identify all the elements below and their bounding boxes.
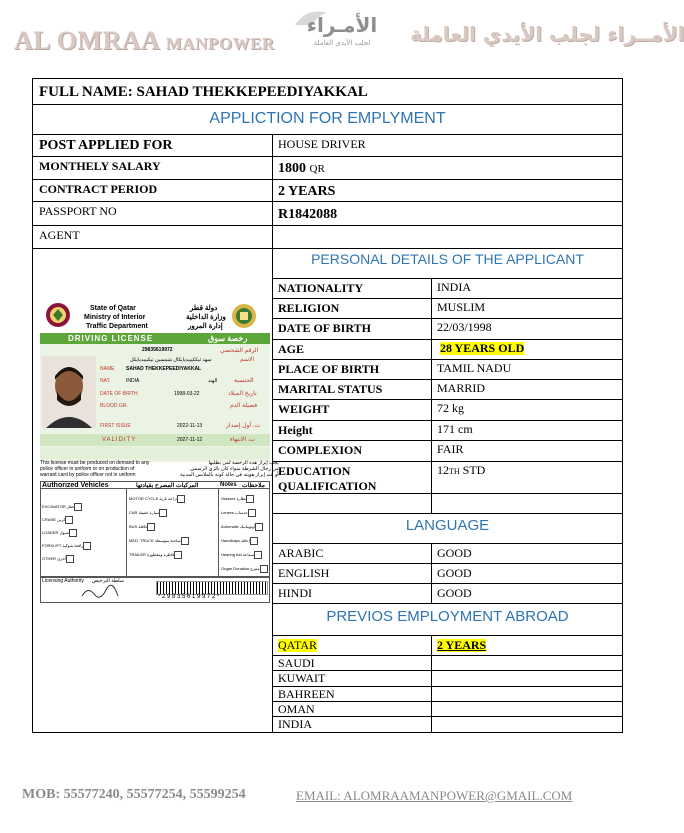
vehicle-mid-item: [129, 548, 193, 562]
license-ministry-ar: وزارة الداخلية: [186, 314, 226, 321]
notice-ar-line-2: من رجال الشرطة سواء كان بالزي الرسمي: [190, 466, 279, 472]
license-state-en: State of Qatar: [90, 305, 136, 312]
checkbox-icon: [74, 503, 82, 511]
license-note-item-label: Hearing Aid سماعة: [221, 552, 255, 557]
company-name-sub: MANPOWER: [165, 34, 275, 53]
license-validity-ar-label: ت. الانتهاء: [230, 437, 255, 443]
license-vehicles-left: [42, 500, 95, 565]
language-title: LANGUAGE: [405, 517, 490, 534]
license-note-item: [221, 562, 272, 576]
license-notice-ar: [180, 460, 279, 478]
personal-label: COMPLEXION: [278, 443, 362, 457]
checkbox-icon: [174, 551, 182, 559]
personal-value: 22/03/1998: [437, 320, 492, 334]
personal-value: 28 YEARS OLD: [440, 341, 525, 355]
table-cell: [431, 701, 623, 717]
salary-value: 1800: [278, 161, 306, 176]
license-first-issue-label: FIRST ISSUE: [100, 423, 131, 429]
license-validity-label: VALIDITY: [102, 437, 137, 443]
checkbox-icon: [246, 495, 254, 503]
license-notes-en: Notes: [220, 482, 237, 488]
vehicle-mid-item: [129, 520, 193, 534]
application-title: APPLICTION FOR EMPLYMENT: [209, 110, 446, 127]
checkbox-icon: [181, 537, 189, 545]
checkbox-icon: [147, 523, 155, 531]
vehicle-left-item: [42, 539, 95, 552]
employment-label: INDIA: [278, 717, 312, 731]
personal-label: PLACE OF BIRTH: [278, 362, 380, 376]
company-logo: [287, 3, 397, 49]
footer-mobile: MOB: 55577240, 55577254, 55599254: [22, 787, 246, 802]
personal-value: INDIA: [437, 280, 471, 294]
checkbox-icon: [65, 516, 73, 524]
personal-label: RELIGION: [278, 301, 340, 315]
personal-value: TAMIL NADU: [437, 361, 512, 375]
company-name-main: AL OMRAA: [14, 26, 159, 55]
agent-label: AGENT: [39, 228, 80, 242]
vehicle-left-item-label: LOADER شيول: [42, 530, 70, 535]
license-title-ar: رخصة سوق: [208, 334, 248, 343]
personal-value: FAIR: [437, 442, 464, 456]
license-note-item: [221, 534, 272, 548]
employment-label: QATAR: [278, 638, 318, 652]
post-label: POST APPLIED FOR: [39, 138, 173, 153]
license-note-item-label: Glasses نظارة: [221, 496, 247, 501]
notice-en-line-2: police officer in uniform or on production of: [40, 466, 135, 472]
personal-title: PERSONAL DETAILS OF THE APPLICANT: [311, 251, 584, 267]
full-name-label: FULL NAME:: [39, 84, 133, 100]
license-auth-vehicles-en: Authorized Vehicles: [42, 482, 109, 489]
license-note-item: [221, 506, 272, 520]
checkbox-icon: [248, 509, 256, 517]
personal-label: AGE: [278, 342, 305, 356]
license-dept-en: Traffic Department: [86, 323, 148, 330]
language-label: HINDI: [278, 586, 312, 600]
license-name-value: SAHAD THEKKEPEEDIYAKKAL: [126, 366, 202, 372]
license-first-issue-ar-label: ت. أول إصدار: [226, 423, 261, 429]
vehicle-mid-item-label: TRAILER قاطرة ومقطورة: [129, 552, 175, 557]
checkbox-icon: [83, 542, 91, 550]
vehicle-mid-item-label: BUS حافلة: [129, 524, 148, 529]
language-value: GOOD: [437, 546, 472, 560]
license-watermark-band: [40, 447, 270, 459]
checkbox-icon: [254, 551, 262, 559]
license-note-item-label: Handicaps إعاقة: [221, 538, 250, 543]
full-name-value: SAHAD THEKKEPEEDIYAKKAL: [136, 84, 368, 100]
license-vehicles-mid: [129, 492, 193, 562]
employment-value: 2 YEARS: [437, 638, 487, 652]
license-name-label: NAME: [100, 366, 115, 372]
checkbox-icon: [260, 565, 268, 573]
license-barcode-number: * 2 9 8 3 5 6 1 9 9 7 2 *: [158, 594, 220, 600]
license-dept-ar: إدارة المرور: [188, 323, 223, 330]
license-authority-en: Licensing Authority: [42, 578, 84, 584]
license-number: 29835619972: [142, 347, 173, 353]
qatar-emblem-icon: [44, 300, 72, 330]
checkbox-icon: [66, 555, 74, 563]
logo-sub-text: لجلب الأيدي العاملة: [313, 39, 371, 47]
personal-value: 72 kg: [437, 401, 464, 415]
personal-label: DATE OF BIRTH: [278, 321, 371, 335]
license-state-ar: دولة قطر: [190, 305, 218, 312]
license-dob-value: 1998-03-22: [174, 391, 200, 397]
license-note-item: [221, 520, 272, 534]
license-ministry-en: Ministry of Interior: [84, 314, 146, 321]
license-notes-list: [221, 492, 272, 576]
notice-en-line-3: warrant card by police officer not in uniform: [40, 472, 136, 478]
vehicle-mid-item-label: CAR سيارة خفيفة: [129, 510, 160, 515]
license-blood-label: BLOOD GR.: [100, 403, 128, 409]
traffic-emblem-icon: [230, 302, 258, 330]
license-title-en: DRIVING LICENSE: [68, 334, 154, 343]
employment-label: KUWAIT: [278, 671, 326, 685]
education-label-1: EDUCATION: [278, 464, 351, 478]
vehicle-left-item-label: OTHER أخرى: [42, 556, 67, 561]
personal-value: MARRID: [437, 381, 486, 395]
education-value: [437, 464, 485, 478]
vehicle-left-item: [42, 500, 95, 513]
language-value: GOOD: [437, 586, 472, 600]
table-cell: [431, 655, 623, 671]
salary-label: MONTHELY SALARY: [39, 159, 161, 173]
language-value: GOOD: [437, 566, 472, 580]
employment-label: BAHREEN: [278, 687, 335, 701]
contract-label: CONTRACT PERIOD: [39, 182, 158, 196]
personal-label: WEIGHT: [278, 402, 330, 416]
checkbox-icon: [69, 529, 77, 537]
education-value-suffix: TH: [449, 467, 460, 476]
license-barcode: [156, 581, 268, 595]
footer-email-link[interactable]: EMAIL: ALOMRAAMANPOWER@GMAIL.COM: [296, 788, 573, 803]
license-nat-label: NAT.: [100, 378, 111, 384]
personal-label: NATIONALITY: [278, 281, 364, 295]
vehicle-mid-item: [129, 492, 193, 506]
vehicle-left-item: [42, 552, 95, 565]
authority-signature-icon: [80, 584, 120, 600]
personal-label: Height: [278, 423, 313, 437]
checkbox-icon: [255, 523, 263, 531]
license-authority-ar: سلطة الترخيص: [92, 578, 124, 584]
license-nat-ar-label: الجنسية: [234, 378, 254, 384]
contract-value: 2 YEARS: [278, 184, 336, 199]
employment-label: OMAN: [278, 702, 315, 716]
language-label: ARABIC: [278, 546, 324, 560]
vehicle-mid-item-label: MOTOR CYCLE دراجة نارية: [129, 496, 178, 501]
license-note-item-label: Automatic أوتوماتيك: [221, 524, 256, 529]
license-nat-ar-value: الهند: [208, 378, 218, 384]
notice-en-line-1: This license must be produced on demand to any: [40, 460, 150, 466]
person-photo-icon: [42, 356, 96, 428]
logo-arabic-text: الأمـراء: [306, 13, 378, 37]
checkbox-icon: [177, 495, 185, 503]
education-label-2: QUALIFICATION: [278, 479, 377, 493]
employment-label: SAUDI: [278, 656, 315, 670]
vehicle-mid-item: [129, 506, 193, 520]
personal-value: 171 cm: [437, 422, 473, 436]
license-notes-ar: ملاحظات: [242, 483, 265, 489]
post-value: HOUSE DRIVER: [278, 137, 366, 151]
table-cell: [431, 716, 623, 733]
license-nat-value: INDIA: [126, 378, 140, 384]
license-name-ar-label: الاسم: [240, 357, 255, 363]
license-photo: [42, 356, 96, 428]
license-first-issue-value: 2022-11-13: [177, 423, 203, 429]
vehicle-left-item: [42, 513, 95, 526]
license-auth-vehicles-ar: المركبات المصرح بقيادتها: [136, 483, 199, 489]
license-notice-en: [40, 460, 149, 478]
notice-ar-line-3: أو عند إبراز هويته في حالة كونه بالملابس المدنية: [180, 472, 279, 478]
vehicle-left-item: [42, 526, 95, 539]
education-value-num: 12: [437, 463, 449, 477]
education-value-rest: STD: [459, 463, 486, 477]
license-note-item: [221, 492, 272, 506]
vehicle-left-item-label: EXCAVATOR حفار: [42, 504, 75, 509]
personal-value: MUSLIM: [437, 300, 486, 314]
vehicle-left-item-label: FORKLIFT رافعة شوكية: [42, 543, 84, 548]
driving-license-image: [40, 300, 279, 605]
employment-title: PREVIOS EMPLOYMENT ABROAD: [326, 608, 569, 625]
company-name-arabic: الأمــراء لجلب الأيدي العاملة: [410, 22, 684, 46]
table-cell: [431, 686, 623, 702]
license-number-ar-label: الرقم الشخصي: [220, 348, 259, 354]
checkbox-icon: [159, 509, 167, 517]
personal-label: MARITAL STATUS: [278, 382, 383, 396]
table-cell: [431, 670, 623, 687]
notice-ar-line-1: يجب إبراز هذه الرخصة لمن يطلبها: [208, 460, 279, 466]
license-note-item-label: Lenses عدسات: [221, 510, 248, 515]
vehicle-left-item-label: CRANE كرين: [42, 517, 66, 522]
company-name-english: [14, 26, 275, 56]
checkbox-icon: [250, 537, 258, 545]
license-note-item: [221, 548, 272, 562]
license-name-ar: سهد ثيككيبيديايكال شمسين تيكيبيديايكل: [130, 357, 212, 363]
license-col-divider-1: [126, 488, 127, 577]
full-name-field: [39, 84, 368, 100]
logo-graphic: [287, 3, 397, 49]
salary-unit: QR: [309, 163, 325, 175]
vehicle-mid-item: [129, 534, 193, 548]
license-col-divider-2: [218, 488, 219, 577]
language-label: ENGLISH: [278, 566, 330, 580]
license-note-item-label: Organ Donation متبرع: [221, 566, 260, 571]
vehicle-mid-item-label: MED. TRUCK شاحنة متوسطة: [129, 538, 181, 543]
passport-value: R1842088: [278, 207, 338, 222]
license-dob-label: DATE OF BIRTH: [100, 391, 138, 397]
salary-field: [278, 161, 325, 177]
license-validity-value: 2027-11-12: [177, 437, 203, 443]
license-dob-ar-label: تاريخ الميلاد: [228, 391, 257, 397]
license-blood-ar-label: فصيلة الدم: [230, 403, 258, 409]
passport-label: PASSPORT NO: [39, 204, 117, 218]
